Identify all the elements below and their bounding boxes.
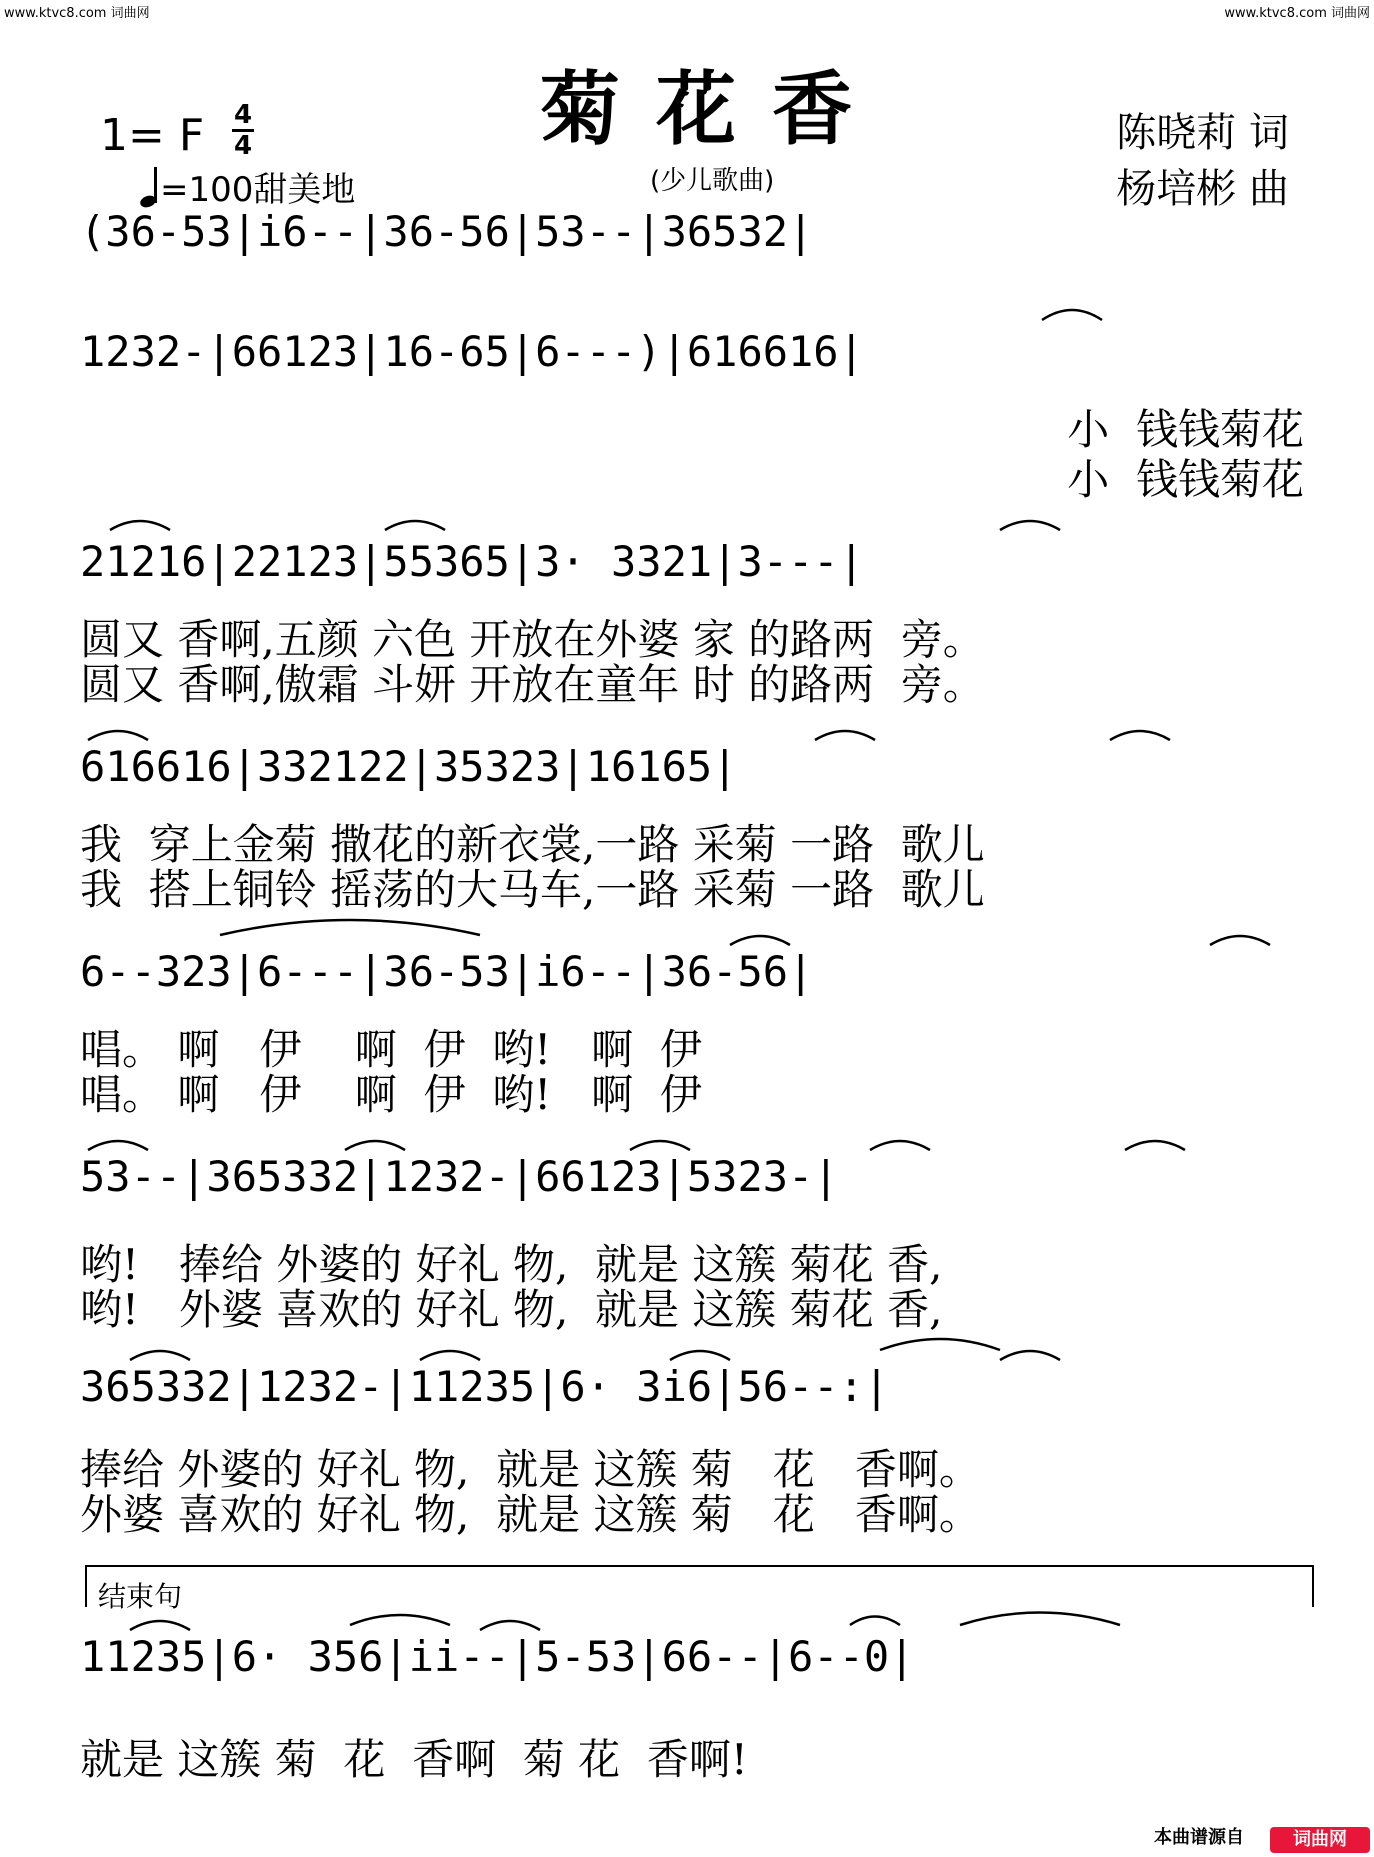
- lyric-row-6b: 哟! 外婆 喜欢的 好礼 物, 就是 这簇 菊花 香,: [80, 1285, 943, 1334]
- slur-arc: [1042, 310, 1102, 320]
- slur-arc: [345, 1141, 405, 1150]
- slur-arc: [350, 1615, 450, 1625]
- slur-arc: [220, 920, 480, 935]
- song-subtitle: (少儿歌曲): [650, 166, 775, 196]
- slur-arc: [1210, 936, 1270, 945]
- lyric-intro-2: 小 钱钱菊花: [1067, 455, 1304, 504]
- lyric-row-7a: 捧给 外婆的 好礼 物, 就是 这簇 菊 花 香啊。: [80, 1445, 981, 1494]
- slur-arc: [1125, 1141, 1185, 1150]
- notation-row-1: (36-53|i6--|36-56|53--|36532|: [80, 207, 814, 256]
- slur-arc: [88, 1141, 148, 1150]
- tempo-text: =100甜美地: [160, 170, 356, 210]
- watermark-left: www.ktvc8.com 词曲网: [4, 6, 150, 21]
- site-logo: 词曲网: [1270, 1827, 1370, 1853]
- lyric-intro-1: 小 钱钱菊花: [1067, 405, 1304, 454]
- slur-arc: [850, 1617, 900, 1626]
- time-bottom: 4: [233, 131, 253, 161]
- slur-arc: [420, 1351, 480, 1360]
- lyric-row-3a: 圆又 香啊,五颜 六色 开放在外婆 家 的路两 旁。: [80, 615, 985, 664]
- slur-arc: [130, 1621, 190, 1630]
- slur-arc: [385, 521, 445, 530]
- lyricist: 陈晓莉 词: [1116, 110, 1289, 156]
- time-top: 4: [233, 100, 253, 130]
- slur-arc: [670, 1351, 730, 1360]
- notation-row-5: 6--323|6---|36-53|i6--|36-56|: [80, 947, 814, 996]
- lyric-row-3b: 圆又 香啊,傲霜 斗妍 开放在童年 时 的路两 旁。: [80, 660, 985, 709]
- slur-arc: [88, 731, 148, 740]
- lyric-row-8: 就是 这簇 菊 花 香啊 菊 花 香啊!: [80, 1735, 748, 1784]
- notation-row-3: 21216|22123|55365|3· 3321|3---|: [80, 537, 864, 586]
- slur-arc: [630, 1141, 690, 1150]
- slur-arc: [1000, 1351, 1060, 1360]
- key-signature: 1= F: [100, 110, 205, 161]
- slur-arc: [815, 731, 875, 740]
- lyric-row-4b: 我 搭上铜铃 摇荡的大马车,一路 采菊 一路 歌儿: [80, 865, 985, 914]
- notation-row-4: 616616|332122|35323|16165|: [80, 742, 738, 791]
- lyric-row-6a: 哟! 捧给 外婆的 好礼 物, 就是 这簇 菊花 香,: [80, 1240, 943, 1289]
- slur-arc: [960, 1613, 1120, 1626]
- notation-row-2: 1232-|66123|16-65|6---)|616616|: [80, 327, 864, 376]
- slur-arc: [480, 1621, 540, 1630]
- notation-row-7: 365332|1232-|11235|6· 3i6|56--:|: [80, 1362, 890, 1411]
- lyric-row-7b: 外婆 喜欢的 好礼 物, 就是 这簇 菊 花 香啊。: [80, 1490, 981, 1539]
- notation-row-8: 11235|6· 356|ii--|5-53|66--|6--0|: [80, 1632, 915, 1681]
- ending-label: 结束句: [98, 1580, 183, 1613]
- lyric-row-5a: 唱。 啊 伊 啊 伊 哟! 啊 伊: [80, 1025, 702, 1074]
- slur-arc: [130, 1351, 190, 1360]
- slur-arc: [1110, 731, 1170, 740]
- lyric-row-5b: 唱。 啊 伊 啊 伊 哟! 啊 伊: [80, 1070, 702, 1119]
- source-note: 本曲谱源自: [1154, 1827, 1244, 1848]
- slur-arc: [870, 1141, 930, 1150]
- notation-row-6: 53--|365332|1232-|66123|5323-|: [80, 1152, 839, 1201]
- song-title: 菊花香: [540, 62, 888, 156]
- slur-arc: [110, 521, 170, 530]
- slur-arc: [1000, 521, 1060, 530]
- composer: 杨培彬 曲: [1116, 166, 1289, 212]
- watermark-right: www.ktvc8.com 词曲网: [1224, 6, 1370, 21]
- lyric-row-4a: 我 穿上金菊 撒花的新衣裳,一路 采菊 一路 歌儿: [80, 820, 985, 869]
- slur-arc: [880, 1339, 1000, 1350]
- slur-arc: [730, 936, 790, 945]
